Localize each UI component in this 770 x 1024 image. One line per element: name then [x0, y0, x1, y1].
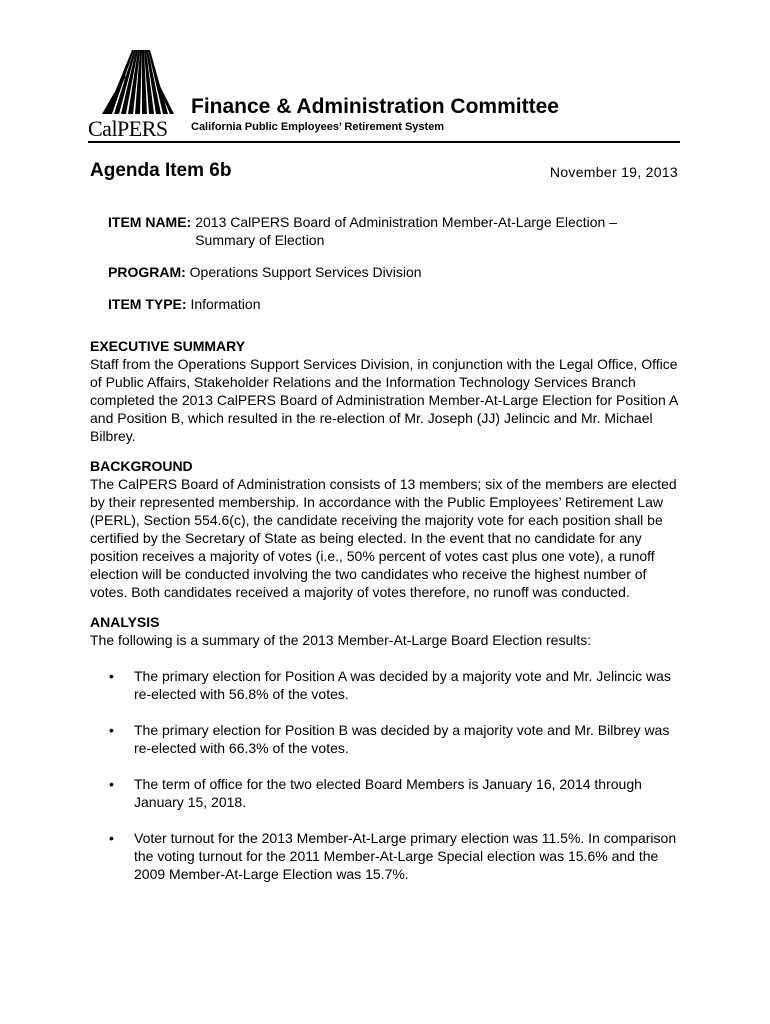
analysis-bullet-list: [90, 667, 680, 883]
logo-wordmark: CalPERS: [88, 116, 168, 141]
list-item: [90, 829, 680, 883]
executive-summary-heading: EXECUTIVE SUMMARY: [90, 338, 246, 354]
list-item: [90, 775, 680, 811]
item-type-label: ITEM TYPE:: [108, 296, 187, 312]
meeting-date: November 19, 2013: [549, 164, 678, 180]
bullet-icon: •: [109, 722, 114, 738]
background-section: [90, 457, 680, 601]
program-label: PROGRAM:: [108, 264, 186, 280]
program-field: [108, 263, 680, 281]
item-type-value: Information: [190, 296, 261, 312]
item-name-field: [108, 213, 680, 249]
agenda-item-title: Agenda Item 6b: [90, 160, 232, 181]
list-item: [90, 667, 680, 703]
list-item-text: The term of office for the two elected Board Members is January 16, 2014 through January 15, 2018.: [134, 776, 642, 810]
document-body: [90, 213, 680, 901]
program-value: Operations Support Services Division: [189, 264, 422, 280]
item-type-field: [108, 295, 680, 313]
background-heading: BACKGROUND: [90, 458, 193, 474]
background-text: The CalPERS Board of Administration consists of 13 members; six of the members are elected by their represented membership. In accordance with the Public Employees’ Retirement Law (PERL), Section 554.6(c), the candidate receiving the majority vote for each position shall be certified by the Secretary of State as being elected. In the event that no candidate for any position receives a majority of votes (i.e., 50% percent of votes cast plus one vote), a runoff election will be conducted involving the two candidates who receive the highest number of votes. Both candidates received a majority of votes therefore, no runoff was conducted.: [90, 476, 677, 600]
item-name-label: ITEM NAME:: [108, 214, 192, 230]
analysis-heading: ANALYSIS: [90, 614, 160, 630]
executive-summary-section: [90, 337, 680, 445]
sunburst-logo-icon: [98, 46, 176, 118]
list-item: [90, 721, 680, 757]
calpers-logo: [88, 46, 188, 141]
committee-title: Finance & Administration Committee: [191, 95, 559, 118]
bullet-icon: •: [109, 776, 114, 792]
analysis-section: [90, 613, 680, 883]
organization-name: California Public Employees’ Retirement System: [191, 121, 445, 133]
bullet-icon: •: [109, 830, 114, 846]
list-item-text: The primary election for Position A was decided by a majority vote and Mr. Jelincic was re-elected with 56.8% of the votes.: [134, 668, 671, 702]
bullet-icon: •: [109, 668, 114, 684]
header-divider: [88, 141, 680, 143]
item-name-value: 2013 CalPERS Board of Administration Member-At-Large Election – Summary of Election: [195, 214, 617, 248]
executive-summary-text: Staff from the Operations Support Services Division, in conjunction with the Legal Office, Office of Public Affairs, Stakeholder Relations and the Information Technology Services Branch completed the 2013 CalPERS Board of Administration Member-At-Large Election for Position A and Position B, which resulted in the re-election of Mr. Joseph (JJ) Jelincic and Mr. Michael Bilbrey.: [90, 356, 678, 444]
list-item-text: The primary election for Position B was decided by a majority vote and Mr. Bilbrey was re-elected with 66.3% of the votes.: [134, 722, 670, 756]
analysis-intro: The following is a summary of the 2013 Member-At-Large Board Election results:: [90, 632, 592, 648]
list-item-text: Voter turnout for the 2013 Member-At-Large primary election was 11.5%. In comparison the voting turnout for the 2011 Member-At-Large Special election was 15.6% and the 2009 Member-At-Large Election was 15.7%.: [134, 830, 677, 882]
